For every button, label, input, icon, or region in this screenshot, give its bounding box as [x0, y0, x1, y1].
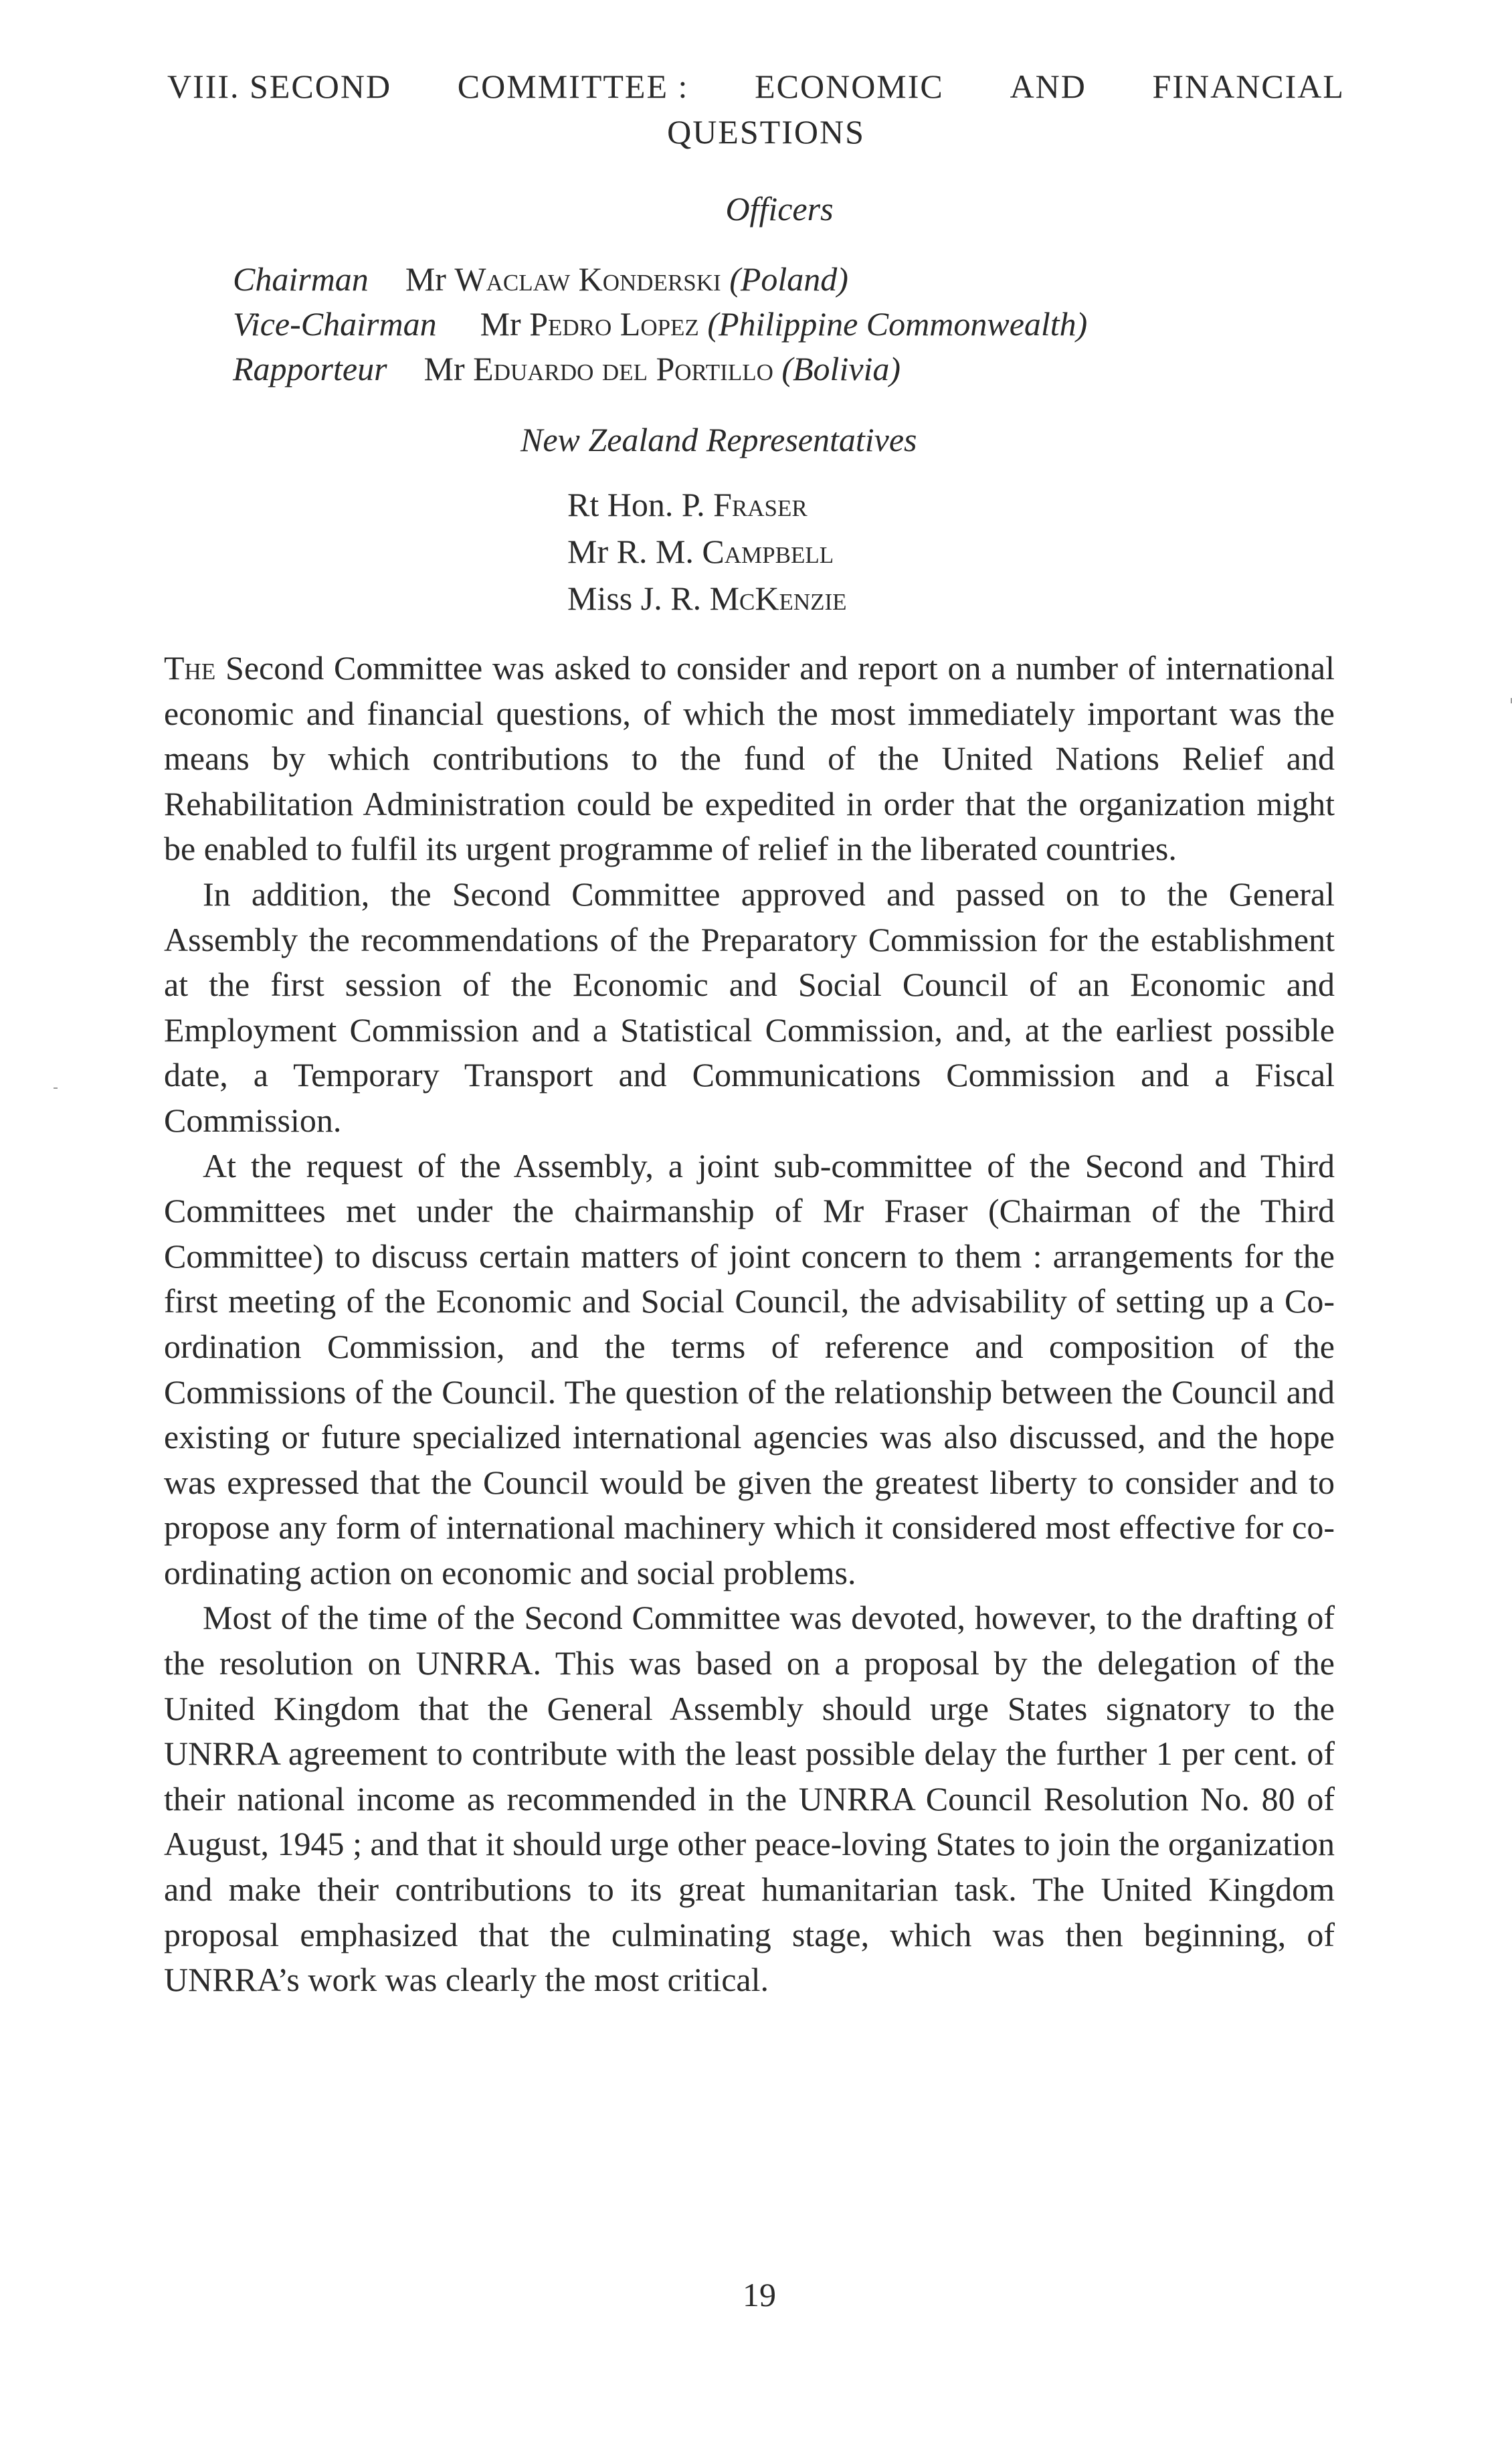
- officer-title: Mr: [480, 305, 521, 343]
- representative: [567, 485, 808, 524]
- officer-name: Pedro Lopez: [529, 305, 699, 343]
- officer-country: (Poland): [729, 260, 848, 298]
- paragraph-3: At the request of the Assembly, a joint sub-committee of the Second and Third Committees met under the chairmanship of Mr Fraser (Chairman of the Third Committee) to discuss certain matters of joint concern to them : arrangements for the first meeting of the Economic and Social Council, the advisability of setting up a Co-ordination Commission, and the terms of reference and composition of the Commissions of the Council. The question of the relationship between the Council and existing or future specialized international agencies was also discussed, and the hope was expressed that the Council would be given the greatest liberty to consider and to propose any form of international machinery which it considered most effective for co-ordinating action on economic and social problems.: [164, 1146, 1335, 1591]
- officer-name: Eduardo del Portillo: [473, 350, 773, 387]
- officer-country: (Bolivia): [781, 350, 901, 387]
- representative: [567, 532, 834, 571]
- representatives-title: New Zealand Representatives: [521, 421, 917, 458]
- heading-word: VIII. SECOND: [167, 68, 392, 105]
- representative-surname: Fraser: [713, 486, 808, 523]
- heading-word: COMMITTEE :: [457, 68, 689, 105]
- heading-line-2: QUESTIONS: [667, 113, 865, 151]
- heading-word: FINANCIAL: [1152, 68, 1345, 105]
- representative-prefix: Mr R. M.: [567, 533, 694, 570]
- page-number: 19: [743, 2276, 776, 2313]
- paragraph-lead: The: [164, 649, 216, 687]
- representative-prefix: Miss J. R.: [567, 580, 702, 617]
- officer-rapporteur: [233, 349, 901, 388]
- representative-prefix: Rt Hon. P.: [567, 486, 705, 523]
- officer-title: Mr: [423, 350, 465, 387]
- paragraph-1: [164, 646, 1335, 872]
- heading-word: ECONOMIC: [755, 68, 944, 105]
- representative-surname: McKenzie: [709, 580, 847, 617]
- heading-word: AND: [1010, 68, 1086, 105]
- officer-country: (Philippine Commonwealth): [707, 305, 1088, 343]
- officer-role: Rapporteur: [233, 350, 387, 387]
- representative-surname: Campbell: [702, 533, 834, 570]
- officer-role: Vice-Chairman: [233, 305, 437, 343]
- heading-line-1: [167, 67, 1345, 106]
- officer-name: Waclaw Konderski: [454, 260, 721, 298]
- scan-mark: [54, 1087, 58, 1089]
- officers-title: Officers: [725, 190, 834, 228]
- paragraph-2: In addition, the Second Committee approved and passed on to the General Assembly the recommendations of the Preparatory Commission for the establishment at the first session of the Economic and Social Council of an Economic and Employment Commission and a Statistical Commission, and, at the earliest possible date, a Temporary Transport and Communications Commission and a Fiscal Commission.: [164, 875, 1335, 1139]
- body-text: [164, 646, 1335, 2003]
- paragraph-1-text: Second Committee was asked to consider and report on a number of international economic and financial questions, of which the most immediately important was the means by which contributions to the fund of the United Nations Relief and Rehabilitation Administration could be expedited in order that the organization might be enabled to fulfil its urgent programme of relief in the liberated countries.: [164, 649, 1335, 868]
- paragraph-4: Most of the time of the Second Committee was devoted, however, to the drafting of the resolution on UNRRA. This was based on a proposal by the delegation of the United Kingdom that the General Assembly should urge States signatory to the UNRRA agreement to contribute with the least possible delay the further 1 per cent. of their national income as recommended in the UNRRA Council Resolution No. 80 of August, 1945 ; and that it should urge other peace-loving States to join the organization and make their contributions to its great humanitarian task. The United Kingdom proposal emphasized that the culminating stage, which was then beginning, of UNRRA’s work was clearly the most critical.: [164, 1599, 1335, 1999]
- section-heading: [167, 0, 1345, 151]
- officer-role: Chairman: [233, 260, 369, 298]
- officer-chairman: [233, 260, 848, 298]
- officer-title: Mr: [405, 260, 446, 298]
- officer-vice-chairman: [233, 304, 1087, 343]
- representative: [567, 579, 847, 618]
